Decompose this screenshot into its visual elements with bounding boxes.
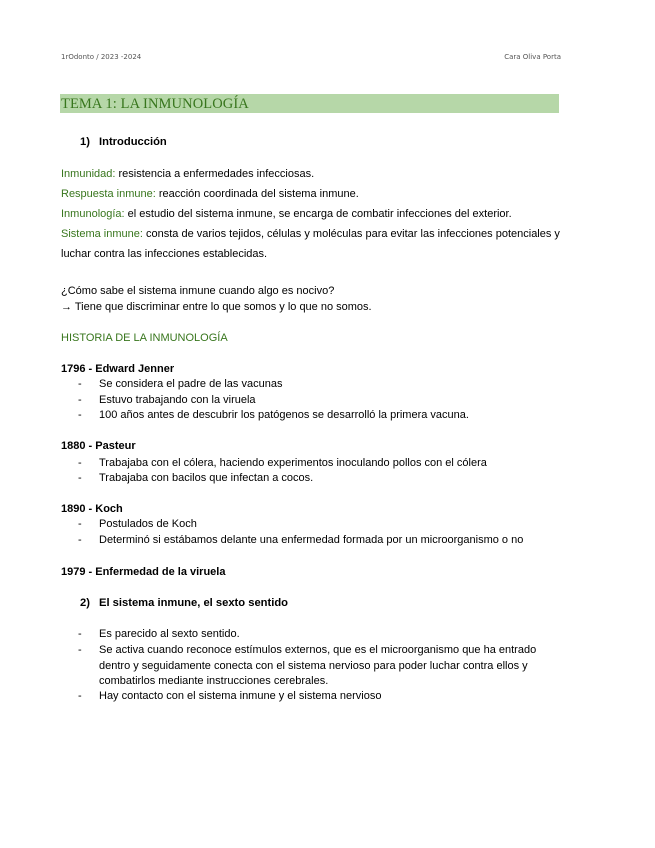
list-item-text: Trabajaba con bacilos que infectan a cocos. xyxy=(99,472,314,484)
question-text: ¿Cómo sabe el sistema inmune cuando algo es nocivo? xyxy=(61,285,335,297)
section-label: El sistema inmune, el sexto sentido xyxy=(99,597,289,609)
history-heading: HISTORIA DE LA INMUNOLOGÍA xyxy=(61,332,228,344)
list-bullet: - xyxy=(78,518,82,530)
definition-term: Inmunidad: xyxy=(61,168,116,180)
list-item xyxy=(78,394,256,406)
header-author: Cara Oliva Porta xyxy=(504,53,561,61)
list-bullet: - xyxy=(78,457,82,469)
list-bullet: - xyxy=(78,534,82,546)
list-item-text: Estuvo trabajando con la viruela xyxy=(99,394,256,406)
section-number: 1) xyxy=(80,136,90,148)
definition-text: el estudio del sistema inmune, se encarga de combatir infecciones del exterior. xyxy=(124,208,512,220)
definition-text: consta de varios tejidos, células y moléculas para evitar las infecciones potenciales y xyxy=(142,228,560,240)
section-number: 2) xyxy=(80,597,90,609)
list-item-text: Es parecido al sexto sentido. xyxy=(99,628,240,640)
list-item-text: 100 años antes de descubrir los patógenos se desarrolló la primera vacuna. xyxy=(99,409,469,421)
list-item-text: Postulados de Koch xyxy=(99,518,197,530)
list-bullet: - xyxy=(78,409,82,421)
list-item xyxy=(78,690,381,702)
list-item xyxy=(78,534,523,546)
list-item-text: Se considera el padre de las vacunas xyxy=(99,378,283,390)
list-item xyxy=(78,472,313,484)
section-heading-sexto-sentido xyxy=(80,597,288,609)
list-bullet: - xyxy=(78,378,82,390)
definition-text: reacción coordinada del sistema inmune. xyxy=(155,188,359,200)
list-item-text: Trabajaba con el cólera, haciendo experimentos inoculando pollos con el cólera xyxy=(99,457,487,469)
event-heading: 1890 - Koch xyxy=(61,503,123,515)
definition-term: Respuesta inmune: xyxy=(61,188,156,200)
event-heading: 1796 - Edward Jenner xyxy=(61,363,175,375)
definition-term: Sistema inmune: xyxy=(61,228,143,240)
answer-text: → Tiene que discriminar entre lo que somos y lo que no somos. xyxy=(61,301,372,313)
header-course: 1rOdonto / 2023 -2024 xyxy=(61,53,142,61)
definition-text: resistencia a enfermedades infecciosas. xyxy=(115,168,315,180)
list-item xyxy=(78,628,240,640)
definition-continuation: luchar contra las infecciones establecidas. xyxy=(61,248,268,260)
definition-term: Inmunología: xyxy=(61,208,125,220)
list-item-text: combatirlos mediante instrucciones cerebrales. xyxy=(99,675,329,687)
list-item xyxy=(78,643,536,690)
list-bullet: - xyxy=(78,644,82,656)
definition-respuesta-inmune xyxy=(61,188,359,200)
list-item xyxy=(78,409,469,421)
section-heading-introduccion xyxy=(80,136,167,148)
list-bullet: - xyxy=(78,472,82,484)
list-bullet: - xyxy=(78,628,82,640)
list-item-text: Hay contacto con el sistema inmune y el sistema nervioso xyxy=(99,690,382,702)
page-title: TEMA 1: LA INMUNOLOGÍA xyxy=(61,96,249,112)
list-item xyxy=(78,378,282,390)
list-bullet: - xyxy=(78,394,82,406)
list-item xyxy=(78,457,487,469)
definition-inmunologia xyxy=(61,208,512,220)
section-label: Introducción xyxy=(99,136,167,148)
definition-sistema-inmune xyxy=(61,228,560,240)
definition-inmunidad xyxy=(61,168,314,180)
list-item-text: dentro y seguidamente conecta con el sistema nervioso para poder luchar contra ellos y xyxy=(99,659,528,672)
list-item xyxy=(78,518,197,530)
list-item-text: Se activa cuando reconoce estímulos externos, que es el microorganismo que ha entrado xyxy=(99,644,537,656)
list-item-text: Determinó si estábamos delante una enfermedad formada por un microorganismo o no xyxy=(99,534,524,546)
event-heading: 1880 - Pasteur xyxy=(61,440,136,452)
event-heading: 1979 - Enfermedad de la viruela xyxy=(61,566,226,578)
list-bullet: - xyxy=(78,690,82,702)
